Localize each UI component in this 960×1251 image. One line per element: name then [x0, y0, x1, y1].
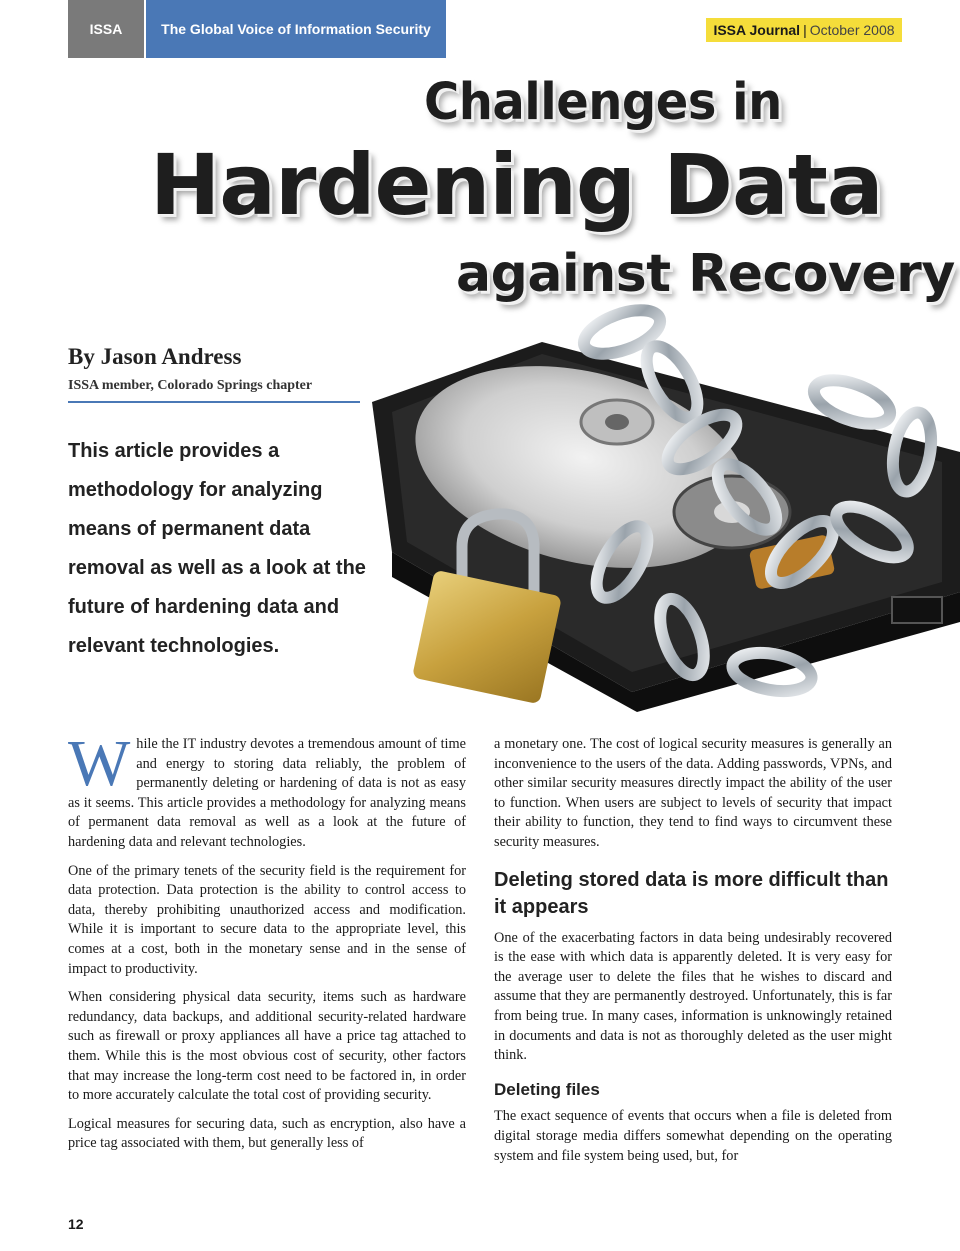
paragraph: One of the exacerbating factors in data being undesirably recovered is the ease with which data is apparently deleted. It is very easy for the average user to delete the files that he wishes to discard and assume that they are permanently destroyed. Unfortunately, this is far from being true. In many cases, information is unknowingly retained in documents and data is not as thoroughly deleted as the user might think.	[494, 929, 892, 1064]
section-heading: Deleting stored data is more difficult than it appears	[494, 868, 889, 918]
title-line-1: Challenges in	[424, 72, 782, 132]
paragraph: Logical measures for securing data, such as encryption, also have a price tag associated with them, but generally less of	[68, 1115, 466, 1152]
author-byline: By Jason Andress	[68, 344, 242, 369]
journal-separator: |	[803, 22, 807, 38]
drop-cap: W	[68, 727, 131, 800]
body-column-left	[68, 727, 466, 1163]
title-line-3: against Recovery	[456, 244, 955, 304]
paragraph: One of the primary tenets of the security field is the requirement for data protection. Data protection is the ability to control access to data, thereby prohibiting unauthorized access and modification. While it is important to secure data to the appropriate level, this comes at a cost, both in the monetary sense and in the sense of impact to productivity.	[68, 862, 466, 977]
paragraph-intro	[68, 727, 466, 853]
article-deck: This article provides a methodology for analyzing means of permanent data removal as well as a look at the future of hardening data and relevant technologies.	[68, 440, 366, 657]
tagline-banner: The Global Voice of Information Security	[146, 0, 446, 58]
body-column-right	[494, 735, 892, 1175]
journal-date: October 2008	[809, 22, 895, 38]
journal-name: ISSA Journal	[713, 22, 801, 38]
paragraph: The exact sequence of events that occurs when a file is deleted from digital storage media differs somewhat depending on the operating system and file system being used, but, for	[494, 1108, 892, 1164]
intro-text: hile the IT industry devotes a tremendous amount of time and energy to storing data reliably, the problem of permanently deleting or hardening of data is not as easy as it seems. This article provides a methodology for analyzing means of permanent data removal as well as a look at the future of hardening data and relevant technologies.	[68, 736, 466, 850]
byline-divider	[68, 401, 360, 403]
paragraph: When considering physical data security, items such as hardware redundancy, data backups, and additional security-related hardware such as firewall or proxy appliances all have a price tag attached to them. While this is the most obvious cost of security, other factors that may increase the long-term cost need to be factored in, in order to more accurately calculate the total cost of providing security.	[68, 989, 466, 1104]
journal-issue-badge	[706, 18, 902, 42]
section-label: ISSA	[68, 0, 144, 58]
author-affiliation: ISSA member, Colorado Springs chapter	[68, 378, 313, 393]
page-number: 12	[68, 1216, 84, 1232]
title-line-2: Hardening Data	[150, 136, 883, 234]
subsection-heading: Deleting files	[494, 1079, 600, 1099]
chained-hard-drive-illustration	[352, 292, 960, 712]
paragraph: a monetary one. The cost of logical security measures is generally an inconvenience to the users of the data. Adding passwords, VPNs, and other similar security measures directly impact the ability of the user to function. When users are subject to levels of security that impact their ability to function, they tend to find ways to circumvent these security measures.	[494, 736, 892, 850]
